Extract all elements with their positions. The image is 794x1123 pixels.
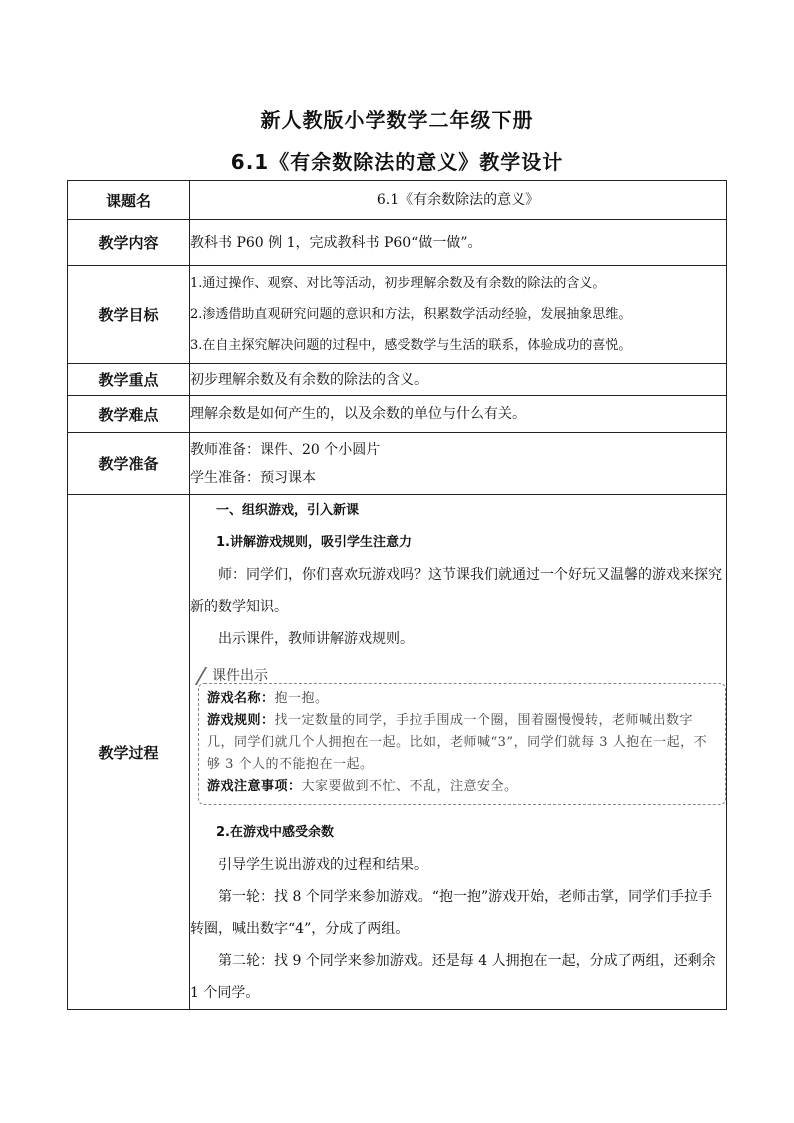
row-difficulty bbox=[68, 396, 727, 433]
game-rules-label: 游戏规则： bbox=[207, 713, 275, 728]
paragraph: 第一轮：找 8 个同学来参加游戏。“抱一抱”游戏开始，老师击掌，同学们手拉手转圈，喊出数字“4”，分成了两组。 bbox=[190, 889, 713, 937]
game-notes-line bbox=[207, 776, 717, 798]
goal-item: 2.渗透借助直观研究问题的意识和方法，积累数学活动经验，发展抽象思维。 bbox=[190, 307, 632, 322]
paragraph: 引导学生说出游戏的过程和结果。 bbox=[218, 857, 428, 873]
game-name-label: 游戏名称： bbox=[207, 691, 275, 706]
topic-value: 6.1《有余数除法的意义》 bbox=[190, 181, 727, 220]
difficulty-value: 理解余数是如何产生的，以及余数的单位与什么有关。 bbox=[190, 396, 727, 433]
subsection-heading: 2.在游戏中感受余数 bbox=[216, 825, 334, 840]
goals-label: 教学目标 bbox=[68, 266, 190, 364]
goal-item: 1.通过操作、观察、对比等活动，初步理解余数及有余数的除法的含义。 bbox=[190, 276, 606, 291]
courseware-box bbox=[198, 665, 726, 805]
row-content bbox=[68, 220, 727, 266]
paragraph: 师：同学们，你们喜欢玩游戏吗？这节课我们就通过一个好玩又温馨的游戏来探究新的数学知识。 bbox=[190, 567, 722, 615]
prep-value bbox=[190, 433, 727, 495]
lesson-plan-table bbox=[67, 180, 727, 1010]
teacher-prep: 教师准备：课件、20 个小圆片 bbox=[190, 441, 381, 458]
section-heading: 一、组织游戏，引入新课 bbox=[216, 503, 360, 518]
student-prep: 学生准备：预习课本 bbox=[190, 469, 316, 486]
game-notes-label: 游戏注意事项： bbox=[207, 779, 302, 794]
game-notes-text: 大家要做到不忙、不乱，注意安全。 bbox=[301, 779, 518, 794]
game-name-line bbox=[207, 688, 717, 710]
goals-list bbox=[190, 266, 727, 364]
row-goals bbox=[68, 266, 727, 364]
subsection-heading: 1.讲解游戏规则，吸引学生注意力 bbox=[216, 535, 412, 550]
document-title-line2: 6.1《有余数除法的意义》教学设计 bbox=[230, 150, 564, 174]
row-topic bbox=[68, 181, 727, 220]
paragraph: 出示课件，教师讲解游戏规则。 bbox=[218, 631, 414, 647]
content-label: 教学内容 bbox=[68, 220, 190, 266]
process-content bbox=[190, 495, 727, 1010]
row-process bbox=[68, 495, 727, 1010]
content-value: 教科书 P60 例 1，完成教科书 P60“做一做”。 bbox=[190, 220, 727, 266]
game-rules-line bbox=[207, 710, 717, 776]
game-rules-text: 找一定数量的同学，手拉手围成一个圈，围着圈慢慢转，老师喊出数字几，同学们就几个人拥抱在一起。比如，老师喊“3”，同学们就每 3 人抱在一起，不够 3 个人的不能抱在一起。 bbox=[207, 713, 708, 772]
courseware-body bbox=[198, 683, 726, 805]
process-label: 教学过程 bbox=[68, 495, 190, 1010]
difficulty-label: 教学难点 bbox=[68, 396, 190, 433]
game-name-text: 抱一抱。 bbox=[274, 691, 329, 706]
row-prep bbox=[68, 433, 727, 495]
paragraph: 第二轮：找 9 个同学来参加游戏。还是每 4 人拥抱在一起，分成了两组，还剩余 1 个同学。 bbox=[190, 953, 716, 1001]
courseware-tab: 课件出示 bbox=[198, 665, 268, 687]
goal-item: 3.在自主探究解决问题的过程中，感受数学与生活的联系，体验成功的喜悦。 bbox=[190, 338, 632, 353]
prep-label: 教学准备 bbox=[68, 433, 190, 495]
key-label: 教学重点 bbox=[68, 364, 190, 396]
row-key bbox=[68, 364, 727, 396]
key-value: 初步理解余数及有余数的除法的含义。 bbox=[190, 364, 727, 396]
document-title-line1: 新人教版小学数学二年级下册 bbox=[260, 108, 534, 132]
topic-label: 课题名 bbox=[68, 181, 190, 220]
